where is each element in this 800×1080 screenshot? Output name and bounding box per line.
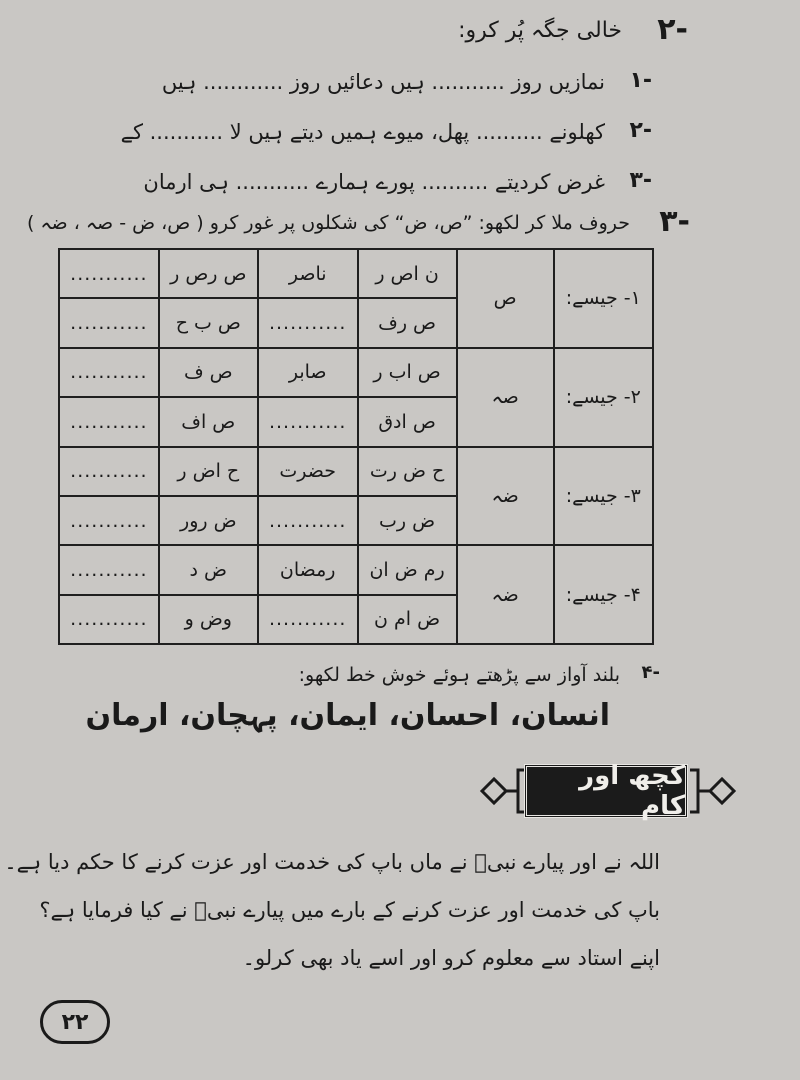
- table-cell: وض و: [159, 595, 258, 644]
- section-2-heading: خالی جگہ پُر کرو:: [458, 18, 622, 43]
- answer-blank[interactable]: ...........: [59, 595, 159, 644]
- answer-blank[interactable]: ...........: [258, 397, 358, 446]
- letter-joining-table: [58, 248, 654, 645]
- answer-blank[interactable]: ...........: [59, 298, 159, 347]
- table-cell: ن اص ر: [358, 249, 457, 298]
- item-1-text: نمازیں روز ........... ہیں دعائیں روز ............ ہیں: [161, 70, 605, 94]
- section-2-number: ۲-: [657, 12, 688, 47]
- answer-blank[interactable]: ...........: [258, 298, 358, 347]
- answer-blank[interactable]: ...........: [59, 496, 159, 545]
- page-number: ۲۲: [40, 1000, 110, 1044]
- table-cell: ض د: [159, 545, 258, 594]
- calligraphy-words: انسان، احسان، ایمان، پہچان، ارمان: [85, 698, 610, 733]
- answer-blank[interactable]: ...........: [59, 249, 159, 298]
- section-3-heading: حروف ملا کر لکھو: ”ص، ض“ کی شکلوں پر غور کرو ( ص، ض - صہ ، ضہ ): [26, 212, 630, 234]
- table-cell: رم ض ان: [358, 545, 457, 594]
- example-label: ۲- جیسے:: [554, 348, 653, 447]
- table-cell: ض رب: [358, 496, 457, 545]
- table-cell: ص ادق: [358, 397, 457, 446]
- table-row: [59, 348, 653, 397]
- letter-shape: ضہ: [457, 545, 554, 644]
- item-3-number: ۳-: [629, 168, 652, 193]
- table-cell: ناصر: [258, 249, 358, 298]
- table-cell: صابر: [258, 348, 358, 397]
- example-label: ۴- جیسے:: [554, 545, 653, 644]
- answer-blank[interactable]: ...........: [59, 348, 159, 397]
- item-2-text: کھلونے .......... پھل، میوے ہمیں دیتے ہیں لا ........... کے: [120, 120, 605, 144]
- table-cell: ص ف: [159, 348, 258, 397]
- paragraph-line-2: باپ کی خدمت اور عزت کرنے کے بارے میں پیارے نبیؐ نے کیا فرمایا ہے؟: [39, 898, 660, 922]
- section-4-heading: بلند آواز سے پڑھتے ہوئے خوش خط لکھو:: [298, 664, 620, 686]
- table-cell: رمضان: [258, 545, 358, 594]
- answer-blank[interactable]: ...........: [59, 397, 159, 446]
- banner-title: کچھ اور کام: [524, 764, 688, 818]
- table-cell: ح ض رت: [358, 447, 457, 496]
- letter-shape: صہ: [457, 348, 554, 447]
- table-cell: ص ب ح: [159, 298, 258, 347]
- table-cell: ص رص ر: [159, 249, 258, 298]
- table-cell: ض ام ن: [358, 595, 457, 644]
- section-3-number: ۳-: [659, 204, 690, 239]
- table-row: [59, 447, 653, 496]
- table-cell: ض رور: [159, 496, 258, 545]
- table-cell: ص اب ر: [358, 348, 457, 397]
- table-cell: ح اض ر: [159, 447, 258, 496]
- item-3-text: غرض کردیتے .......... پورے ہمارے ........... ہی ارمان: [143, 170, 605, 194]
- table-row: [59, 545, 653, 594]
- table-cell: ص اف: [159, 397, 258, 446]
- item-2-number: ۲-: [629, 118, 652, 143]
- section-4-number: ۴-: [641, 662, 660, 683]
- item-1-number: ۱-: [629, 68, 652, 93]
- section-banner: [478, 760, 738, 822]
- table-cell: حضرت: [258, 447, 358, 496]
- answer-blank[interactable]: ...........: [258, 496, 358, 545]
- answer-blank[interactable]: ...........: [59, 545, 159, 594]
- example-label: ۳- جیسے:: [554, 447, 653, 546]
- table-row: [59, 249, 653, 298]
- answer-blank[interactable]: ...........: [258, 595, 358, 644]
- table-cell: ص رف: [358, 298, 457, 347]
- answer-blank[interactable]: ...........: [59, 447, 159, 496]
- example-label: ۱- جیسے:: [554, 249, 653, 348]
- letter-shape: ضہ: [457, 447, 554, 546]
- paragraph-line-3: اپنے استاد سے معلوم کرو اور اسے یاد بھی کرلو۔: [242, 946, 660, 970]
- paragraph-line-1: اللہ نے اور پیارے نبیؐ نے ماں باپ کی خدمت اور عزت کرنے کا حکم دیا ہے۔: [4, 850, 660, 874]
- letter-shape: ص: [457, 249, 554, 348]
